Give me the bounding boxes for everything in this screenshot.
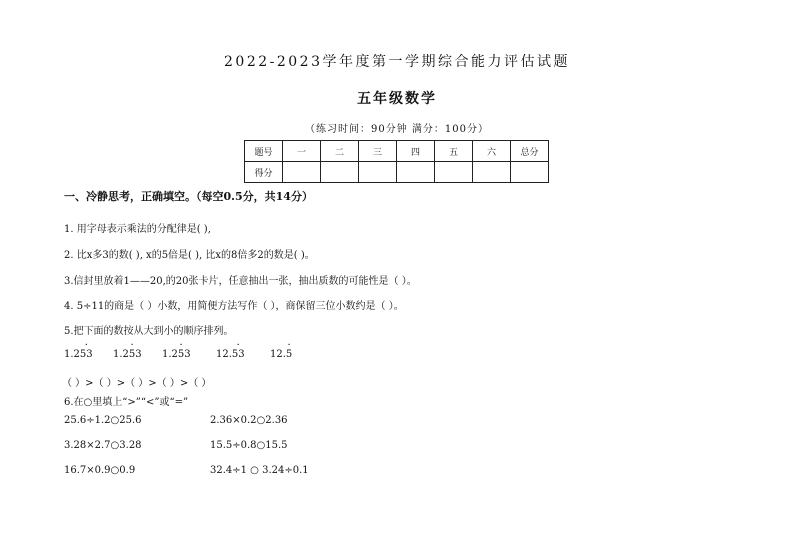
question-1: 1. 用字母表示乘法的分配律是( ), [64,224,211,235]
score-cell: 六 [473,141,511,162]
exam-info: （练习时间：90分钟 满分：100分） [305,124,489,135]
score-input-cell [359,162,397,183]
order-blanks: （ ）>（ ）>（ ）>（ ）>（ ） [62,378,212,389]
score-cell: 二 [321,141,359,162]
question-4: 4. 5÷11的商是（ ）小数，用简便方法写作（ ），商保留三位小数约是（ ）。 [64,301,404,312]
decimal-int: 12. [216,349,232,360]
question-5: 5.把下面的数按从大到小的顺序排列。 [64,326,234,337]
score-cell: 一 [283,141,321,162]
decimal-number [270,349,292,360]
question-2: 2. 比x多3的数( ), x的5倍是( ), 比x的8倍多2的数是( )。 [64,250,315,261]
comparison-item: 3.28×2.7○3.28 [64,440,142,451]
decimal-number [162,349,191,360]
score-cell: 三 [359,141,397,162]
score-input-cell [511,162,549,183]
comparison-item: 32.4÷1 ○ 3.24÷0.1 [210,465,309,476]
score-cell: 总分 [511,141,549,162]
section-heading: 一、冷静思考，正确填空。（每空0.5分，共14分） [64,190,313,203]
exam-subtitle: 五年级数学 [357,91,437,107]
decimal-number [216,349,245,360]
comparison-item: 2.36×0.2○2.36 [210,415,288,426]
question-3: 3.信封里放着1——20,的20张卡片，任意抽出一张，抽出质数的可能性是（ ）。 [64,276,417,287]
score-input-cell [473,162,511,183]
score-input-cell [283,162,321,183]
score-table-header-row [245,141,549,162]
score-input-cell [435,162,473,183]
comparison-item: 25.6÷1.2○25.6 [64,415,142,426]
score-cell: 得分 [245,162,283,183]
decimal-number [113,349,142,360]
decimal-int: 1. [64,349,74,360]
comparison-item: 15.5÷0.8○15.5 [210,440,288,451]
decimal-repeating: · 53 [80,349,93,360]
decimal-int: 1. [113,349,123,360]
decimal-int: 1. [162,349,172,360]
decimal-repeating: · 253 [172,349,191,360]
decimal-int: 12. [270,349,286,360]
decimal-repeating: · 253 [123,349,142,360]
decimal-number [64,349,93,360]
comparison-item: 16.7×0.9○0.9 [64,465,136,476]
score-cell: 题号 [245,141,283,162]
decimal-repeating: · 53 [232,349,245,360]
score-cell: 五 [435,141,473,162]
decimal-repeating: · 5 [286,349,292,360]
score-table [244,140,549,183]
decimal-plain: 2 [73,349,80,360]
score-input-cell [397,162,435,183]
question-6: 6.在○里填上“>”“<”或“=” [64,397,189,408]
score-table-score-row [245,162,549,183]
exam-title: 2022-2023学年度第一学期综合能力评估试题 [224,54,570,70]
score-cell: 四 [397,141,435,162]
score-input-cell [321,162,359,183]
